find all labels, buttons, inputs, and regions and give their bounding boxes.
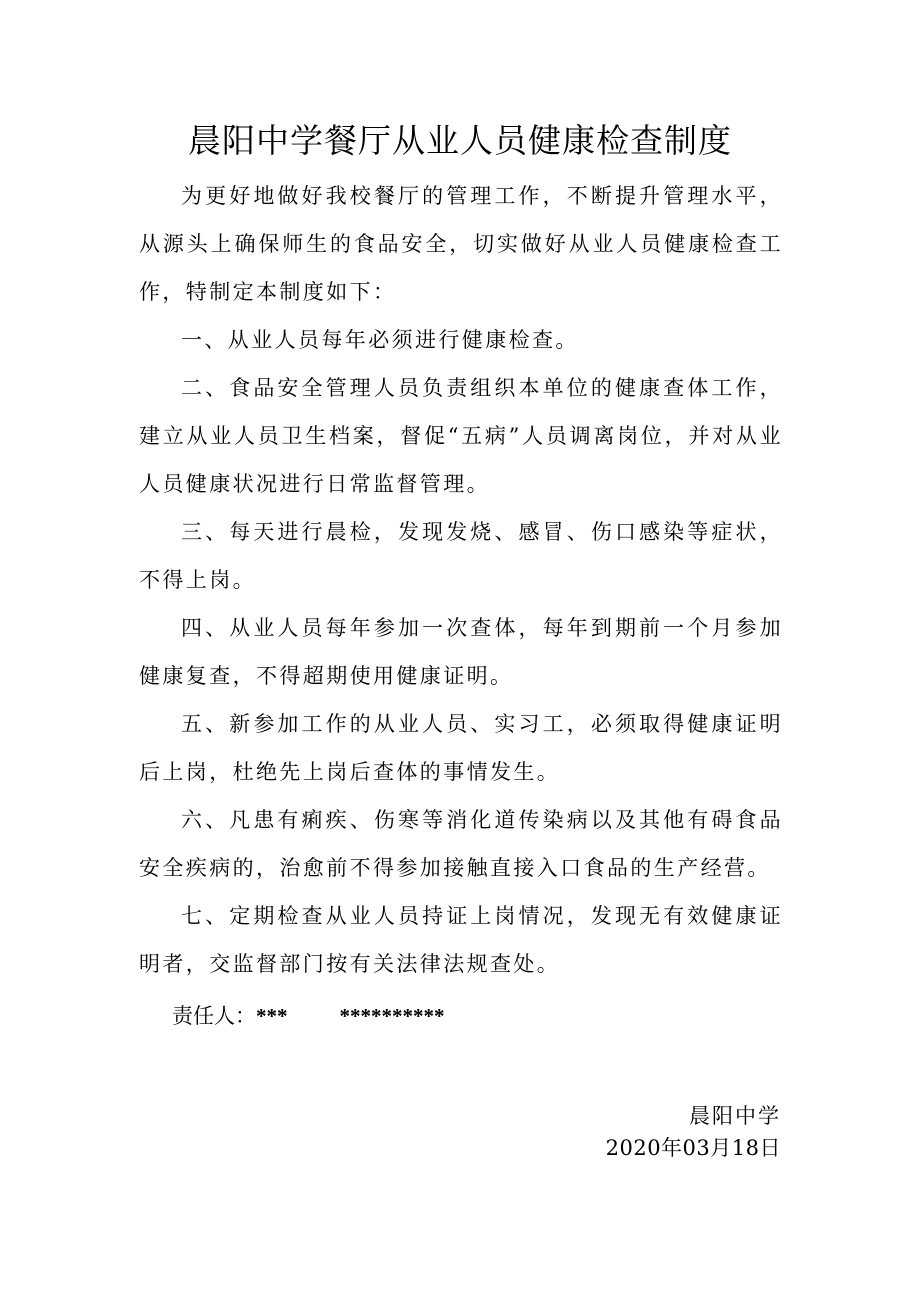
rule-2: 二、食品安全管理人员负责组织本单位的健康查体工作，建立从业人员卫生档案，督促“五病”人员调离岗位，并对从业人员健康状况进行日常监督管理。 [139,376,783,496]
organization-signature: 晨阳中学 [689,1104,781,1128]
responsible-label: 责任人： [172,1004,256,1028]
responsible-contact: ********** [339,1004,445,1028]
rule-5: 五、新参加工作的从业人员、实习工，必须取得健康证明后上岗，杜绝先上岗后查体的事情发生。 [139,712,783,784]
rule-6: 六、凡患有痢疾、伤寒等消化道传染病以及其他有碍食品安全疾病的，治愈前不得参加接触直接入口食品的生产经营。 [139,808,783,880]
signature-date: 2020年03月18日 [605,1136,781,1160]
responsible-name: *** [256,1004,288,1028]
rule-3: 三、每天进行晨检，发现发烧、感冒、伤口感染等症状，不得上岗。 [139,520,783,592]
intro-paragraph: 为更好地做好我校餐厅的管理工作，不断提升管理水平，从源头上确保师生的食品安全，切实做好从业人员健康检查工作，特制定本制度如下： [139,184,783,304]
rule-7: 七、定期检查从业人员持证上岗情况，发现无有效健康证明者，交监督部门按有关法律法规查处。 [139,904,783,976]
rule-1: 一、从业人员每年必须进行健康检查。 [181,328,579,352]
document-title: 晨阳中学餐厅从业人员健康检查制度 [188,121,732,160]
document-body [139,172,783,988]
responsible-line [172,996,445,1036]
rule-4: 四、从业人员每年参加一次查体，每年到期前一个月参加健康复查，不得超期使用健康证明。 [139,616,783,688]
